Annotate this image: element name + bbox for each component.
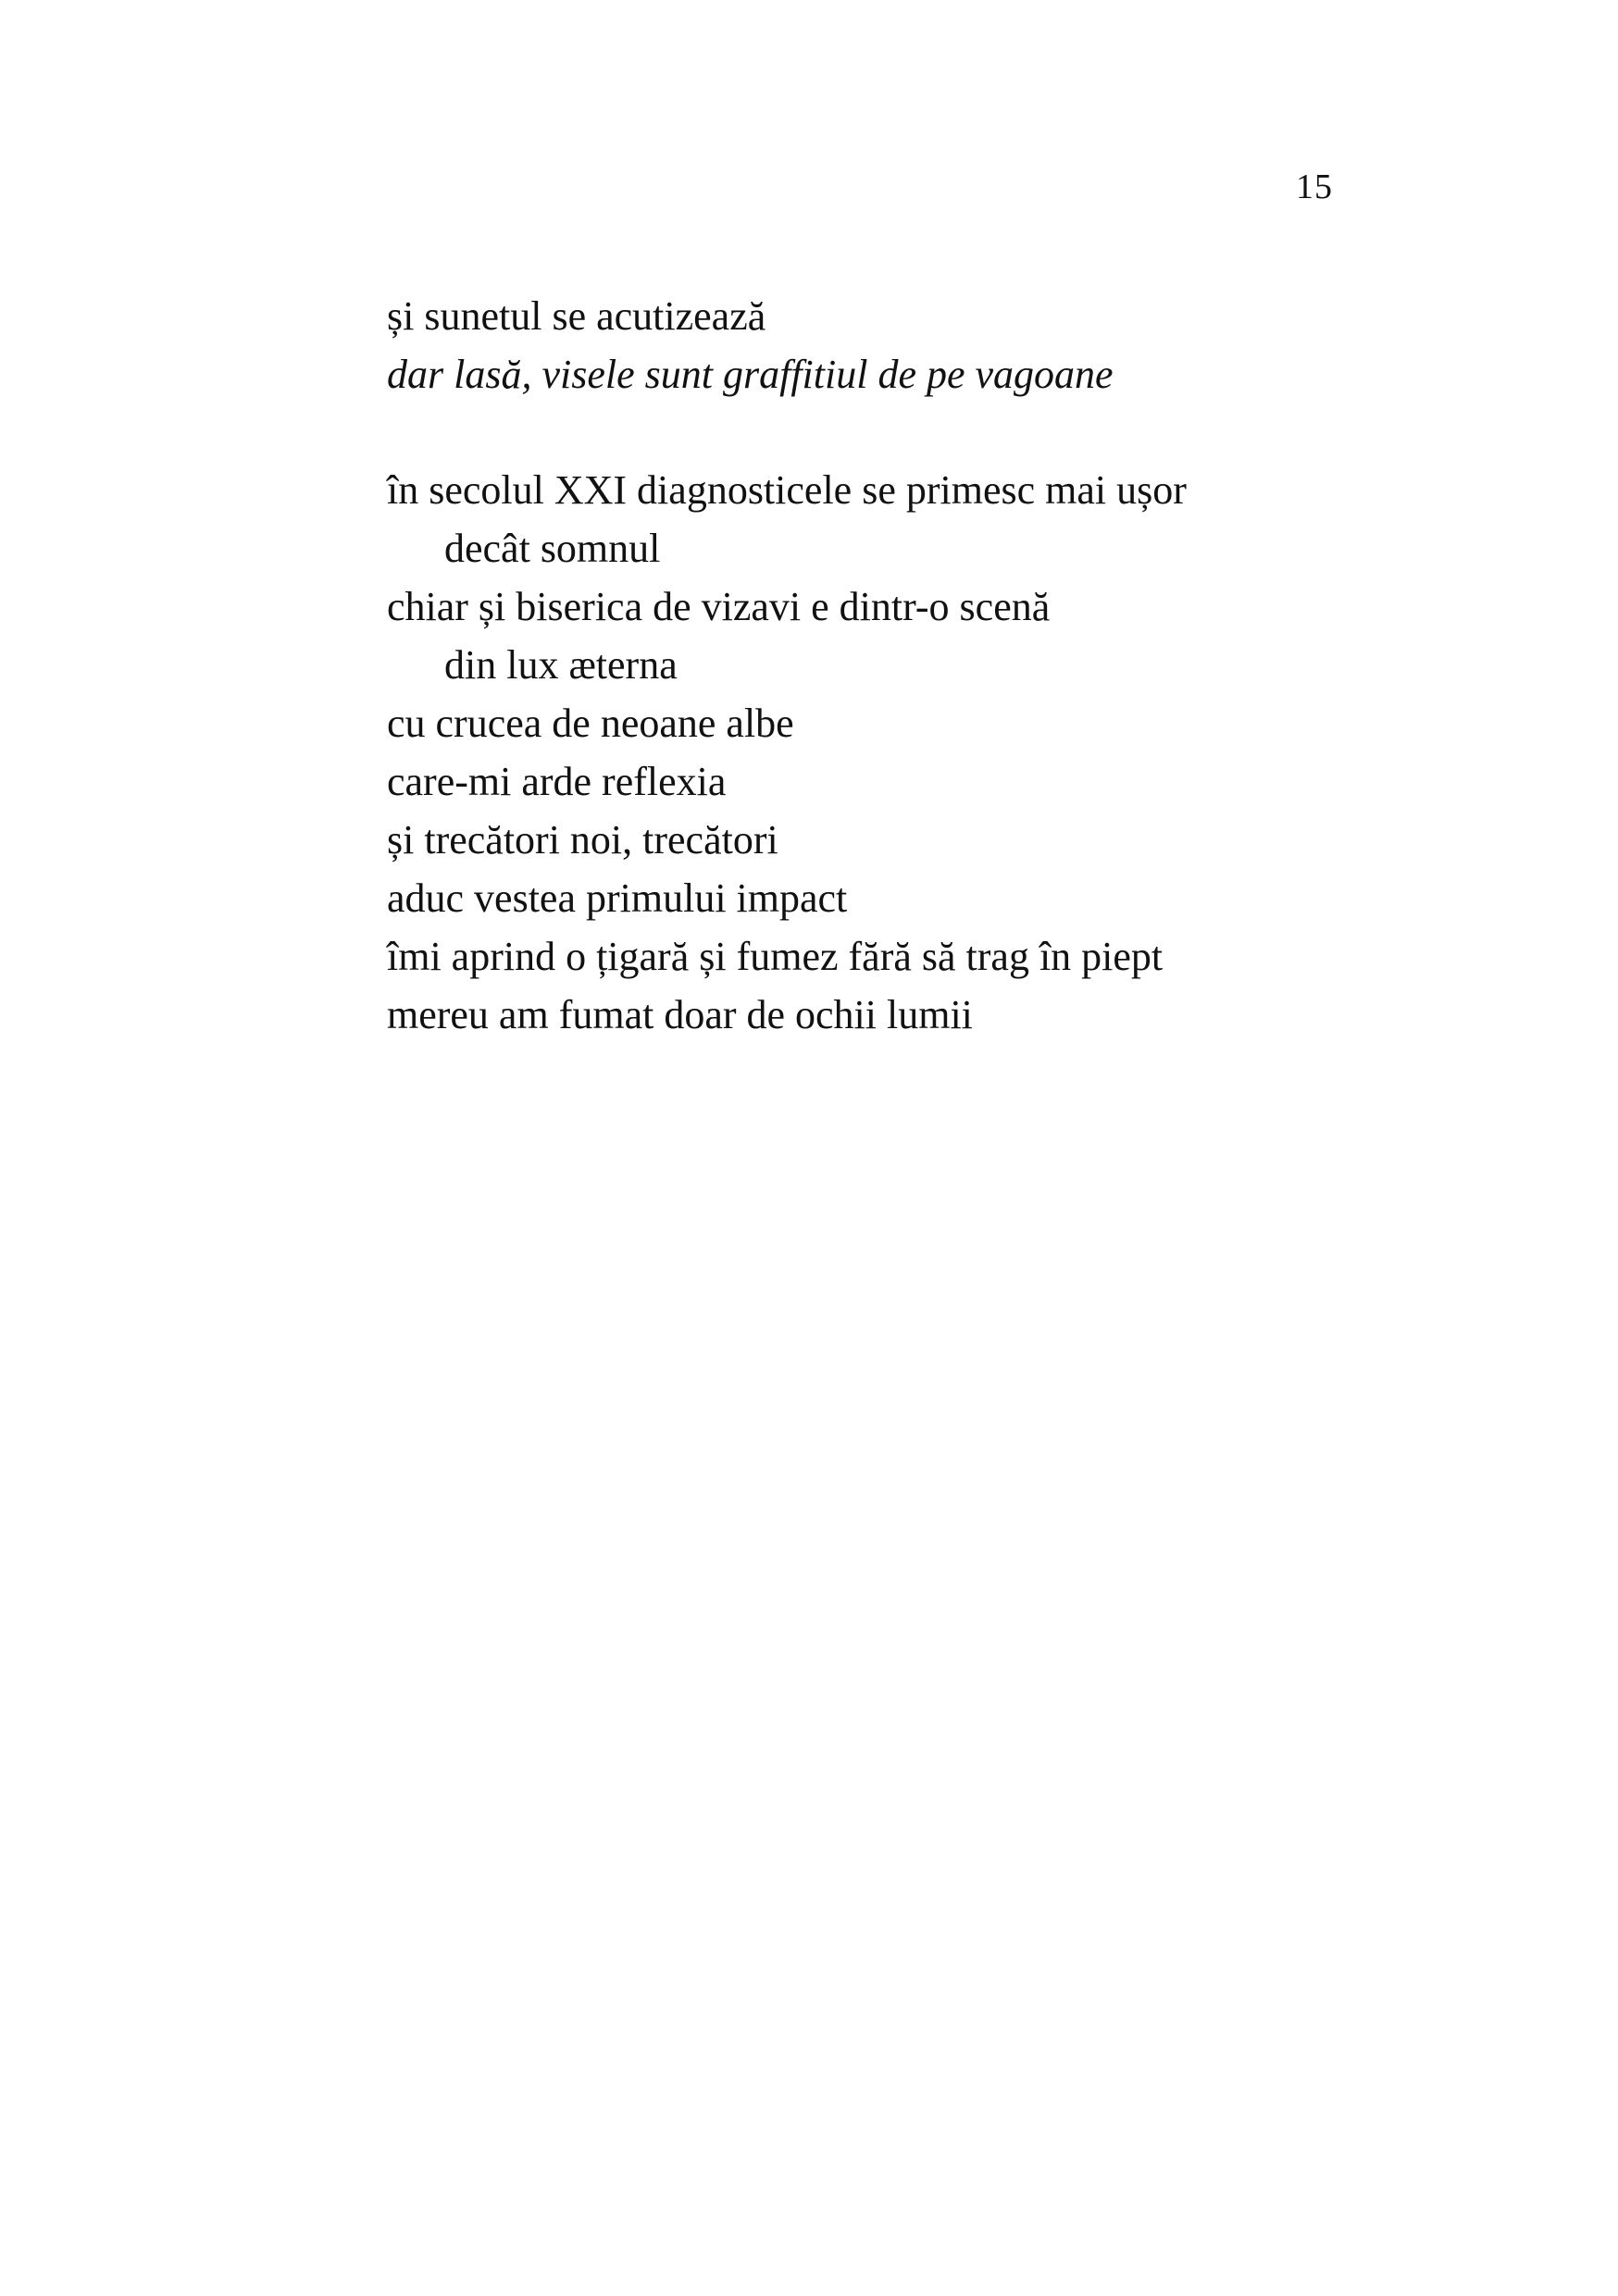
poem-line: aduc vestea primului impact [387, 875, 848, 921]
stanza-1 [387, 287, 1451, 403]
poem-line: și trecători noi, trecători [387, 817, 778, 863]
poem-line: care-mi arde reflexia [387, 759, 727, 804]
poem-line: chiar și biserica de vizavi e dintr-o scenă [387, 584, 1051, 629]
poem-line: cu crucea de neoane albe [387, 701, 794, 746]
poem-line: mereu am fumat doar de ochii lumii [387, 992, 973, 1037]
poem [387, 287, 1451, 1044]
poem-line-continuation: din lux æterna [444, 642, 678, 688]
poem-line: și sunetul se acutizează [387, 293, 766, 339]
poem-line-italic: dar lasă, visele sunt graffitiul de pe vagoane [387, 352, 1114, 397]
stanza-2 [387, 461, 1451, 1044]
poem-line-continuation: decât somnul [444, 526, 661, 571]
poem-line: în secolul XXI diagnosticele se primesc mai ușor [387, 467, 1187, 513]
page-number: 15 [1296, 168, 1333, 206]
poem-line: îmi aprind o țigară și fumez fără să trag în piept [387, 934, 1164, 979]
